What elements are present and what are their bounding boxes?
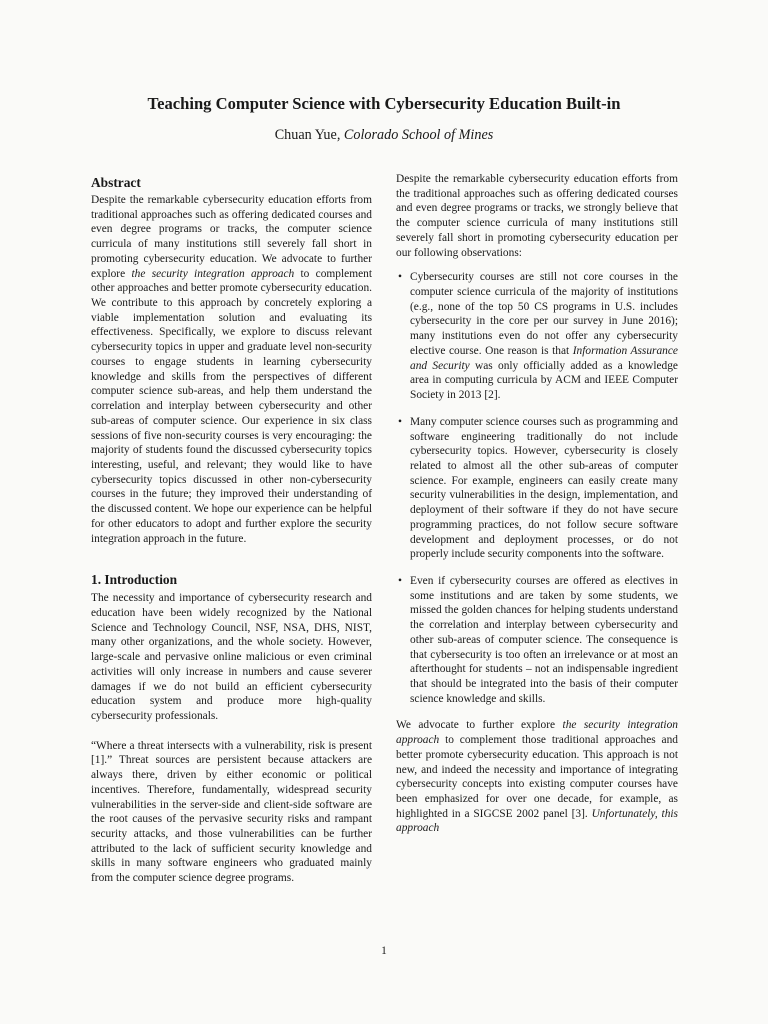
observation-1-emphasis: Information Assurance and Security [410,344,678,372]
intro-paragraph-2: “Where a threat intersects with a vulnerability, risk is present [1].” Threat sources are persistent because attackers are always there, driven by either economic or political incentives. Therefore, fundamentally, widespread security vulnerabilities in the server-side and client-side software are the root causes of the pervasive security risks and rampant security attacks, and those vulnerabilities can be further attributed to the lack of sufficient security knowledge and skills in many software engineers who graduated mainly from the computer science degree programs. [91,739,372,885]
introduction-heading: 1. Introduction [91,572,178,588]
right-column [396,172,678,836]
abstract-text-part2: to complement other approaches and better promote cybersecurity education. We contribute to this approach by concretely exploring a viable implementation solution and evaluating its effectiveness. Specifically, we explore to discuss relevant cybersecurity topics in upper and graduate level non-security courses to engage students in learning cybersecurity knowledge and skills from the perspectives of different computer science sub-areas, and help them understand the correlation and interplay between cybersecurity and other sub-areas of computer science. Our experience in six class sessions of five non-security courses is very encouraging: the majority of students found the discussed cybersecurity topics interesting, useful, and relevant; they would like to have cybersecurity topics discussed in other non-cybersecurity courses in the future; they improved their understanding of the discussed content. We hope our experience can be helpful for other educators to adopt and further explore the security integration approach in the future. [91,267,372,545]
intro-paragraph-1: The necessity and importance of cybersecurity research and education have been widely recognized by the National Science and Technology Council, NSF, NSA, DHS, NIST, many other organizations, and the whole society. However, large-scale and pervasive online malicious or even criminal activities will only increase in numbers and cause severer damages if we do not build an efficient cybersecurity education system and produce more high-quality cybersecurity professionals. [91,592,372,722]
abstract-heading: Abstract [91,175,141,190]
observation-1-part1: Cybersecurity courses are still not core courses in the computer science curricula of the majority of institutions (e.g., none of the top 50 CS programs in U.S. includes cybersecurity in the core per our survey in June 2016); many institutions even do not offer any cybersecurity elective course. One reason is that [410,271,678,357]
advocate-part2: to complement those traditional approaches and better promote cybersecurity education. This approach is not new, and indeed the necessity and importance of integrating cybersecurity concepts into existing computer courses have been emphasized for over one decade, for example, as highlighted in a SIGCSE 2002 panel [3]. [396,734,678,820]
advocate-part1: We advocate to further explore [396,719,563,732]
abstract-text [91,193,372,546]
author-name: Chuan Yue, [274,127,344,143]
paper-title: Teaching Computer Science with Cybersecurity Education Built-in [147,94,621,113]
abstract-emphasis: the security integration approach [131,267,295,280]
intro-paragraph-4 [396,718,678,836]
observation-item-1 [396,270,678,402]
abstract-text-part1: Despite the remarkable cybersecurity education efforts from traditional approaches such as offering dedicated courses and even degree programs or tracks, the computer science curricula of many institutions still severely fall short in promoting cybersecurity education. We advocate to further explore [91,194,372,280]
page-number: 1 [381,945,387,957]
observation-1-part2: was only officially added as a knowledge area in computing curricula by ACM and IEEE Computer Society in 2013 [2]. [410,359,678,402]
advocate-emphasis: the security integration approach [396,719,678,747]
observation-item-3: • Even if cybersecurity courses are offered as electives in some institutions and are taken by some students, we missed the golden chances for helping students understand the correlation and interplay between cybersecurity and other sub-areas of computer science. The consequence is that cybersecurity is too often an irrelevance or at most an afterthought for students – not an indispensable ingredient that should be integrated into the basis of their computer science knowledge and skills. [396,574,678,706]
observation-list [396,270,678,706]
observation-item-2: • Many computer science courses such as programming and software engineering traditionally do not include cybersecurity topics. However, cybersecurity is closely related to almost all the other sub-areas of computer science. For example, engineers can easily create many security vulnerabilities in the design, implementation, and deployment of their software if they do not have secure programming practices, do not follow secure software development and deployment processes, or do not properly include security components into the software. [396,415,678,562]
left-column [91,174,372,886]
author-institution: Colorado School of Mines [343,127,494,143]
intro-paragraph-3: Despite the remarkable cybersecurity education efforts from the traditional approaches such as offering dedicated courses and even degree programs or tracks, we strongly believe that the computer science curricula of many institutions still severely fall short in promoting cybersecurity education per our following observations: [396,173,678,259]
advocate-emphasis-2: Unfortunately, this approach [396,807,678,835]
author-line [0,127,768,144]
